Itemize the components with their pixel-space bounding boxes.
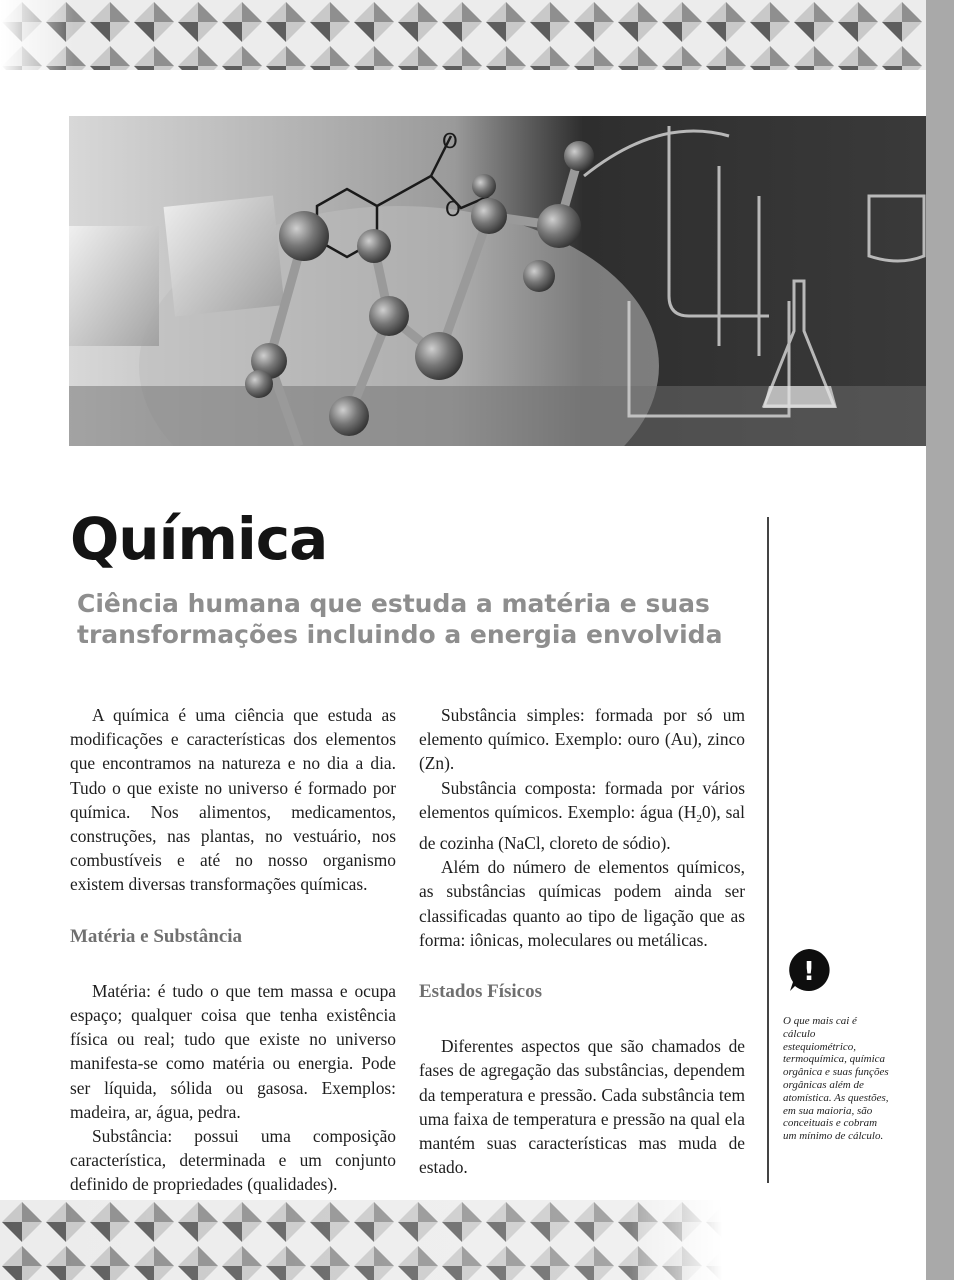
- simples-paragraph: Substância simples: formada por só um elemento químico. Exemplo: ouro (Au), zinco (Zn).: [419, 705, 745, 774]
- page-subtitle: Ciência humana que estuda a matéria e suas transformações incluindo a energia envolvida: [77, 589, 723, 649]
- exclamation-glyph: !: [803, 957, 815, 987]
- exclamation-icon: [786, 947, 832, 993]
- bottom-decorative-pattern: [0, 1200, 926, 1280]
- composta-text-start: Substância composta: formada por vários elementos químicos. Exemplo: água (H: [419, 777, 745, 822]
- sidebar-note: O que mais cai é cálculo estequiométrico, termoquímica, química orgânica e suas funções orgânicas além de atomística. As questões, em sua maioria, são conceituais e cobram um mínimo de cálculo.: [783, 1015, 889, 1143]
- oxygen-label-top: O: [442, 129, 458, 153]
- subscript-two: 2: [696, 812, 702, 825]
- intro-paragraph: A química é uma ciência que estuda as modificações e características dos elementos que encontramos na natureza e no dia a dia. Tudo o que existe no universo é formado por química. Nos alimentos, medicamentos, construções, nas plantas, no vestuário, nos combustíveis e até no nosso organismo existem diversas transformações químicas.: [70, 705, 396, 895]
- right-edge-band: [926, 0, 954, 1280]
- hero-lab-image: [69, 116, 926, 446]
- top-decorative-pattern: [0, 0, 926, 70]
- page-title: Química: [70, 505, 328, 573]
- oxygen-label-bottom: O: [445, 197, 461, 221]
- composta-text-end: 0), sal de cozinha (NaCl, cloreto de sódio).: [419, 801, 745, 854]
- materia-paragraph: Matéria: é tudo o que tem massa e ocupa espaço; qualquer coisa que tenha existência física ou real; tudo que existe no universo manifesta-se como matéria ou energia. Pode ser líquida, sólida ou gasosa. Exemplos: madeira, ar, água, pedra.: [70, 980, 396, 1122]
- right-column: [419, 703, 745, 1179]
- section-heading-materia: Matéria e Substância: [70, 925, 243, 947]
- substancia-paragraph: Substância: possui uma composição característica, determinada e um conjunto definido de propriedades (qualidades).: [70, 1126, 396, 1195]
- composta-paragraph: [419, 776, 745, 856]
- estados-paragraph: Diferentes aspectos que são chamados de fases de agregação das substâncias, dependem da temperatura e pressão. Cada substância tem uma faixa de temperatura e pressão na qual ela mantém suas características mas muda de estado.: [419, 1036, 745, 1178]
- section-heading-estados: Estados Físicos: [419, 981, 542, 1003]
- alem-paragraph: Além do número de elementos químicos, as substâncias químicas podem ainda ser classificadas quanto ao tipo de ligação que as forma: iônicas, moleculares ou metálicas.: [419, 857, 745, 950]
- left-column: [70, 703, 396, 1197]
- vertical-divider: [767, 517, 769, 1183]
